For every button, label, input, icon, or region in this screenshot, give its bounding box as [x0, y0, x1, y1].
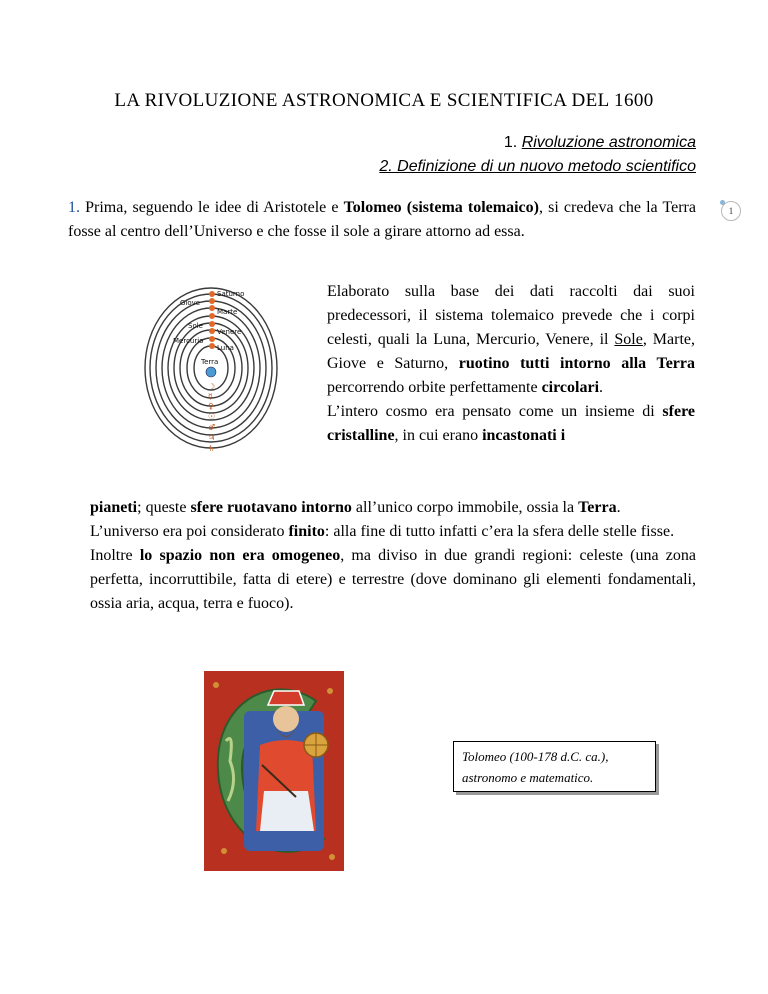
text-run: L’universo era poi considerato	[90, 523, 289, 540]
text-run-bold: lo spazio non era omogeneo	[139, 547, 341, 564]
text-run: , Marte, Giove e Saturno,	[327, 331, 696, 372]
toc-item-1-label: Rivoluzione astronomica	[521, 134, 696, 151]
label-giove: Giove	[180, 299, 201, 307]
label-terra: Terra	[201, 358, 219, 366]
text-run: L’intero cosmo era pensato come un insieme di	[327, 403, 663, 420]
document-title: LA RIVOLUZIONE ASTRONOMICA E SCIENTIFICA DEL 1600	[114, 90, 654, 111]
page-number-badge: 1	[721, 201, 741, 221]
svg-text:♀: ♀	[208, 402, 214, 411]
text-run: .	[616, 499, 621, 516]
text-run-bold: finito	[288, 523, 325, 540]
caption-line-2: astronomo e matematico.	[462, 770, 594, 785]
label-sole: Sole	[188, 322, 203, 330]
text-run: , ma diviso in due grandi regioni: celeste (una zona perfetta, incorruttibile, fatta di etere) e terrestre (dove dominano gli elementi fondamentali, ossia aria, acqua, terra e fuoco).	[90, 547, 696, 612]
caption-line-1: Tolomeo (100-178 d.C. ca.),	[462, 749, 609, 764]
label-luna: Luna	[217, 344, 234, 352]
text-run-bold: incastonati i	[482, 427, 566, 444]
section-number: 1.	[68, 199, 80, 216]
label-marte: Marte	[217, 308, 238, 316]
text-run: Inoltre	[90, 547, 140, 564]
toc-item-1-number: 1.	[503, 134, 522, 151]
svg-text:☿: ☿	[208, 392, 213, 401]
text-run-underlined: Sole	[614, 331, 643, 348]
text-run: , in cui erano	[394, 427, 483, 444]
svg-text:♂: ♂	[208, 423, 216, 432]
text-run: Prima, seguendo le idee di Aristotele e	[80, 199, 344, 216]
ptolemy-portrait-image	[204, 671, 344, 871]
paragraph-intro	[68, 196, 696, 244]
label-saturno: Saturno	[217, 290, 245, 298]
text-run-bold: ruotino tutti intorno alla Terra	[458, 355, 695, 372]
svg-text:☽: ☽	[208, 382, 216, 391]
text-run: percorrendo orbite perfettamente	[327, 379, 542, 396]
text-run-bold: Tolomeo (sistema tolemaico)	[343, 199, 539, 216]
svg-text:☉: ☉	[208, 412, 216, 421]
toc-item-1[interactable]	[379, 131, 696, 155]
text-run: ; queste	[137, 499, 191, 516]
text-run: Elaborato sulla base dei dati raccolti dai suoi predecessori, il sistema tolemaico prevede che i corpi celesti, quali la Luna, Mercurio, Venere, il	[327, 283, 695, 348]
table-of-contents	[379, 131, 696, 179]
text-run: .	[599, 379, 604, 396]
toc-item-2[interactable]: 2. Definizione di un nuovo metodo scientifico	[379, 158, 696, 175]
text-run-bold: pianeti	[90, 499, 138, 516]
label-venere: Venere	[217, 328, 242, 336]
svg-text:♃: ♃	[208, 433, 216, 442]
text-run: all’unico corpo immobile, ossia la	[351, 499, 579, 516]
label-mercurio: Mercurio	[173, 337, 204, 345]
text-run-bold: sfere cristalline	[327, 403, 695, 444]
text-run: , si credeva che la Terra fosse al centro dell’Universo e che fosse il sole a girare attorno ad essa.	[68, 199, 696, 240]
svg-text:♄: ♄	[208, 444, 216, 453]
ptolemaic-system-diagram	[143, 284, 293, 462]
text-run-bold: circolari	[541, 379, 600, 396]
paragraph-ptolemaic-system	[327, 280, 695, 448]
text-run-bold: Terra	[578, 499, 617, 516]
text-run-bold: sfere ruotavano intorno	[190, 499, 352, 516]
paragraph-cosmos	[90, 496, 696, 616]
text-run: : alla fine di tutto infatti c’era la sfera delle stelle fisse.	[324, 523, 675, 540]
image-caption	[453, 741, 656, 792]
